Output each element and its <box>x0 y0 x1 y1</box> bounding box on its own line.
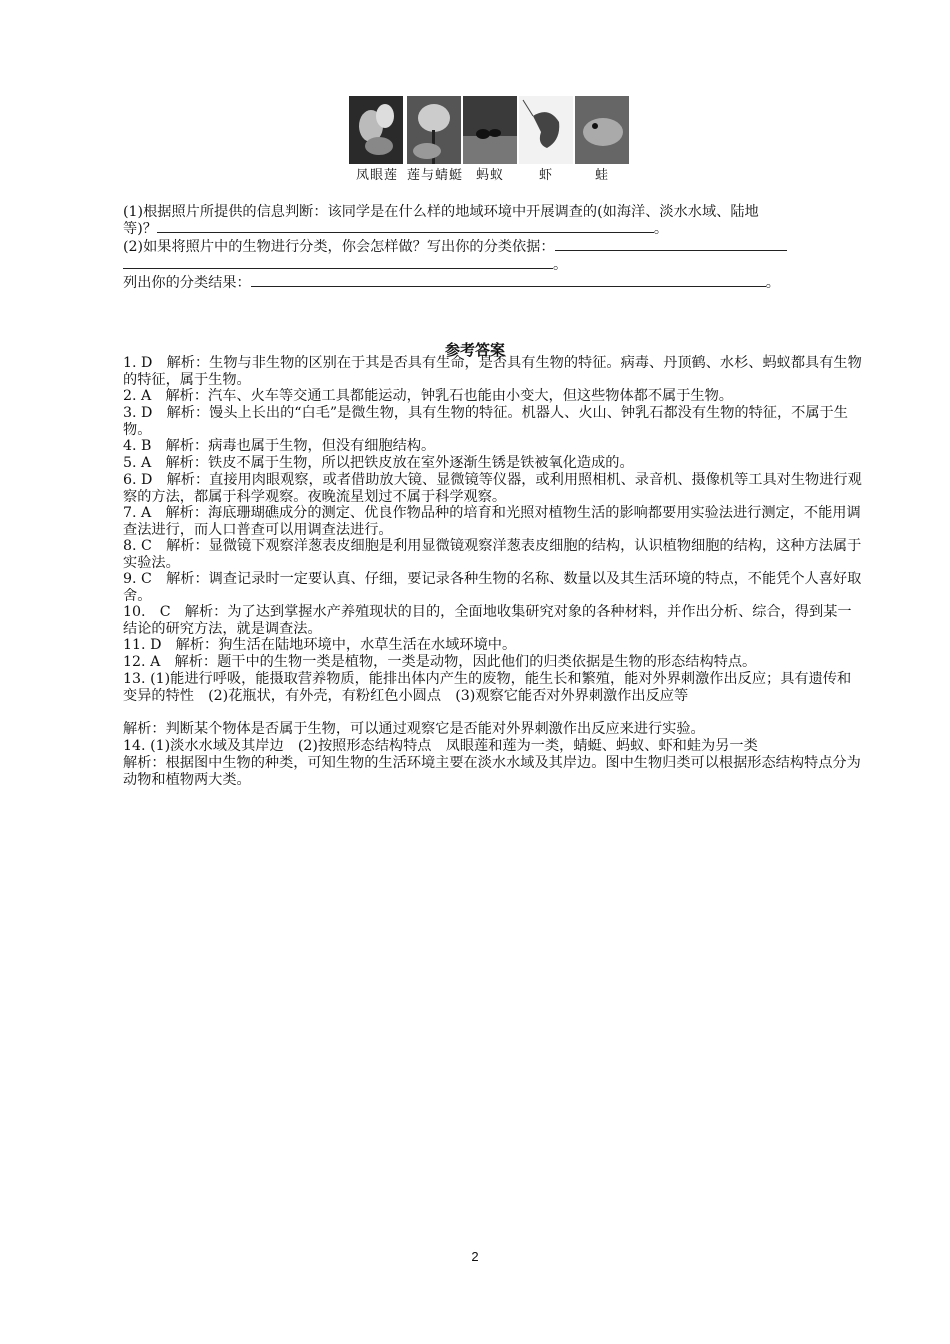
answer-item: 3. D 解析：馒头上长出的“白毛”是微生物，具有生物的特征。机器人、火山、钟乳石都没有生物的特征，不属于生物。 <box>123 405 848 438</box>
photo-caption: 蛙 <box>594 168 609 183</box>
water-hyacinth-photo <box>349 96 403 164</box>
punct: 。 <box>765 275 780 291</box>
punct: 。 <box>653 221 669 237</box>
answers-heading: 参考答案 <box>444 341 505 359</box>
question-1-prefix: 等)？ <box>123 221 157 237</box>
photo-caption: 蚂蚁 <box>475 168 504 183</box>
shrimp-photo <box>519 96 573 164</box>
question-2-result-prompt: 列出你的分类结果： <box>123 275 251 291</box>
lotus-dragonfly-photo <box>407 96 461 164</box>
answer-item: 4. B 解析：病毒也属于生物，但没有细胞结构。 <box>123 438 436 454</box>
question-1-line-2 <box>123 220 668 237</box>
answer-item: 12. A 解析：题干中的生物一类是植物，一类是动物，因此他们的归类依据是生物的形态结构特点。 <box>123 654 757 670</box>
photo-caption: 凤眼莲 <box>355 168 398 183</box>
photo-caption: 虾 <box>538 168 553 183</box>
answer-item: 13. (1)能进行呼吸，能摄取营养物质，能排出体内产生的废物，能生长和繁殖，能对外界刺激作出反应；具有遗传和变异的特性 (2)花瓶状，有外壳，有粉红色小圆点 (3)观察它能否对外界刺激作出反应等 <box>123 671 852 704</box>
answer-item: 5. A 解析：铁皮不属于生物，所以把铁皮放在室外逐渐生锈是铁被氧化造成的。 <box>123 455 634 471</box>
answer-item: 11. D 解析：狗生活在陆地环境中，水草生活在水域环境中。 <box>123 637 517 653</box>
photo-caption: 莲与蜻蜓 <box>406 168 463 183</box>
punct: 。 <box>553 257 568 273</box>
answer-item: 8. C 解析：显微镜下观察洋葱表皮细胞是利用显微镜观察洋葱表皮细胞的结构，认识植物细胞的结构，这种方法属于实验法。 <box>123 538 862 571</box>
question-1-line-1: (1)根据照片所提供的信息判断：该同学是在什么样的地域环境中开展调查的(如海洋、淡水水域、陆地 <box>123 204 759 220</box>
answer-item: 1. D 解析：生物与非生物的区别在于其是否具有生命，是否具有生物的特征。病毒、丹顶鹤、水杉、蚂蚁都具有生物的特征，属于生物。 <box>123 355 862 388</box>
photo-strip <box>349 96 633 202</box>
answer-item: 7. A 解析：海底珊瑚礁成分的测定、优良作物品种的培育和光照对植物生活的影响都要用实验法进行测定，不能用调查法进行，而人口普查可以用调查法进行。 <box>123 505 861 538</box>
answer-blank-2c[interactable] <box>251 274 766 287</box>
question-2-line-3 <box>123 274 780 291</box>
question-2-line-1 <box>123 238 787 255</box>
answer-blank-2b[interactable] <box>123 256 553 269</box>
question-2-line-2 <box>123 256 567 273</box>
answer-item: 6. D 解析：直接用肉眼观察，或者借助放大镜、显微镜等仪器，或利用照相机、录音机、摄像机等工具对生物进行观察的方法，都属于科学观察。夜晚流星划过不属于科学观察。 <box>123 472 862 505</box>
ant-photo <box>463 96 517 164</box>
question-2-prompt: (2)如果将照片中的生物进行分类，你会怎样做？写出你的分类依据： <box>123 239 555 255</box>
answer-blank-1[interactable] <box>157 220 654 233</box>
answer-item: 10. C 解析：为了达到掌握水产养殖现状的目的，全面地收集研究对象的各种材料，并作出分析、综合，得到某一结论的研究方法，就是调查法。 <box>123 604 852 637</box>
answer-item: 9. C 解析：调查记录时一定要认真、仔细，要记录各种生物的名称、数量以及其生活环境的特点，不能凭个人喜好取舍。 <box>123 571 862 604</box>
answer-blank-2a[interactable] <box>555 238 787 251</box>
answer-item: 解析：根据图中生物的种类，可知生物的生活环境主要在淡水水域及其岸边。图中生物归类可以根据形态结构特点分为动物和植物两大类。 <box>123 755 861 788</box>
frog-photo <box>575 96 629 164</box>
answer-item: 2. A 解析：汽车、火车等交通工具都能运动，钟乳石也能由小变大，但这些物体都不属于生物。 <box>123 388 733 404</box>
answer-item: 解析：判断某个物体是否属于生物，可以通过观察它是否能对外界刺激作出反应来进行实验。 <box>123 721 705 737</box>
answer-item: 14. (1)淡水水域及其岸边 (2)按照形态结构特点 凤眼莲和莲为一类，蜻蜓、蚂蚁、虾和蛙为另一类 <box>123 738 758 754</box>
page-number: 2 <box>471 1249 479 1264</box>
